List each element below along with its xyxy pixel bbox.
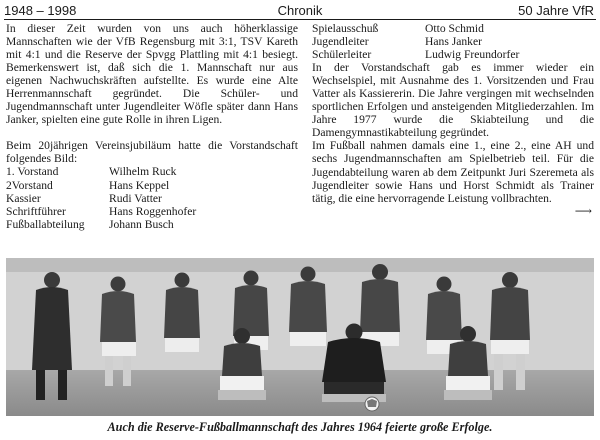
board-name: Hans Keppel bbox=[109, 178, 170, 192]
right-column bbox=[312, 22, 594, 217]
board-entry bbox=[6, 165, 298, 178]
header-section: Chronik bbox=[277, 3, 323, 18]
football-icon bbox=[365, 397, 379, 411]
board-name: Rudi Vatter bbox=[109, 191, 162, 205]
board-role: 1. Vorstand bbox=[6, 165, 59, 179]
left-paragraph-1: In dieser Zeit wurden von uns auch höherklassige Mannschaften wie der VfB Regensburg mit 3:1, TSV Kareth mit 4:1 und die Reserve der Spvgg Plattling mit 4:1 besiegt. Bemerkenswert ist, daß sich die 1. Mannschaft nur aus eigenen Nachwuchskräften aufstellte. Es wurde eine Alte Herrenmannschaft gegründet. Die Schüler- und Jugendmannschaft unter Jugendleiter Wöfle später dann Hans Janker, spielten eine gute Rolle in ihren Ligen. bbox=[6, 22, 298, 127]
right-paragraph-1: In der Vorstandschaft gab es immer wieder ein Wechselspiel, mit Ausnahme des 1. Vorsitzenden und Frau Vatter als Kassiererin. Die Jahre vergingen mit wechselnden sportlichen Erfolgen und ansteigenden Mitgliederzahlen. Im Jahre 1977 wurde die Skiabteilung und die Damengymnastikabteilung gegründet. bbox=[312, 61, 594, 140]
board-role: Schülerleiter bbox=[312, 48, 372, 62]
board-role: 2Vorstand bbox=[6, 178, 53, 192]
left-column bbox=[6, 22, 298, 231]
board-name: Otto Schmid bbox=[425, 22, 484, 35]
team-photo bbox=[6, 258, 594, 416]
paragraph-gap bbox=[6, 126, 298, 139]
board-name: Ludwig Freundorfer bbox=[425, 48, 520, 62]
board-role: Fußballabteilung bbox=[6, 217, 85, 231]
board-role: Spielausschuß bbox=[312, 22, 379, 35]
board-role: Kassier bbox=[6, 191, 41, 205]
photo-caption: Auch die Reserve-Fußballmannschaft des Jahres 1964 feierte große Erfolge. bbox=[107, 420, 493, 434]
board-role: Jugendleiter bbox=[312, 35, 369, 49]
photo-ground bbox=[6, 370, 594, 416]
board-entry bbox=[312, 35, 594, 48]
board-name: Johann Busch bbox=[109, 217, 174, 231]
board-list-left bbox=[6, 165, 298, 230]
board-role: Schriftführer bbox=[6, 204, 66, 218]
header-anniversary: 50 Jahre VfR bbox=[518, 3, 594, 18]
board-list-right bbox=[312, 22, 594, 61]
board-entry bbox=[6, 218, 298, 231]
right-paragraph-2: Im Fußball nahmen damals eine 1., eine 2., eine AH und sechs Jugendmannschaften am Spielbetrieb teil. Für die Jugendabteilung waren ab dem Zeitpunkt Juri Szeremeta als Jugendleiter sowie Hans und Horst Schmidt als Trainer tätig, die eine hervorragende Leistung vollbrachten. bbox=[312, 139, 594, 205]
photo-treeline bbox=[6, 258, 594, 272]
header-years: 1948 – 1998 bbox=[4, 3, 77, 18]
board-entry bbox=[6, 192, 298, 205]
board-entry bbox=[312, 22, 594, 35]
page-header bbox=[4, 2, 596, 20]
left-paragraph-2: Beim 20jährigen Vereinsjubiläum hatte die Vorstandschaft folgendes Bild: bbox=[6, 139, 298, 166]
board-name: Wilhelm Ruck bbox=[109, 165, 177, 179]
board-entry bbox=[312, 48, 594, 61]
board-name: Hans Janker bbox=[425, 35, 482, 49]
board-entry bbox=[6, 205, 298, 218]
continue-arrow-icon: ⟶ bbox=[574, 203, 592, 218]
board-entry bbox=[6, 179, 298, 192]
board-name: Hans Roggenhofer bbox=[109, 204, 197, 218]
team-photo-illustration bbox=[6, 258, 594, 416]
